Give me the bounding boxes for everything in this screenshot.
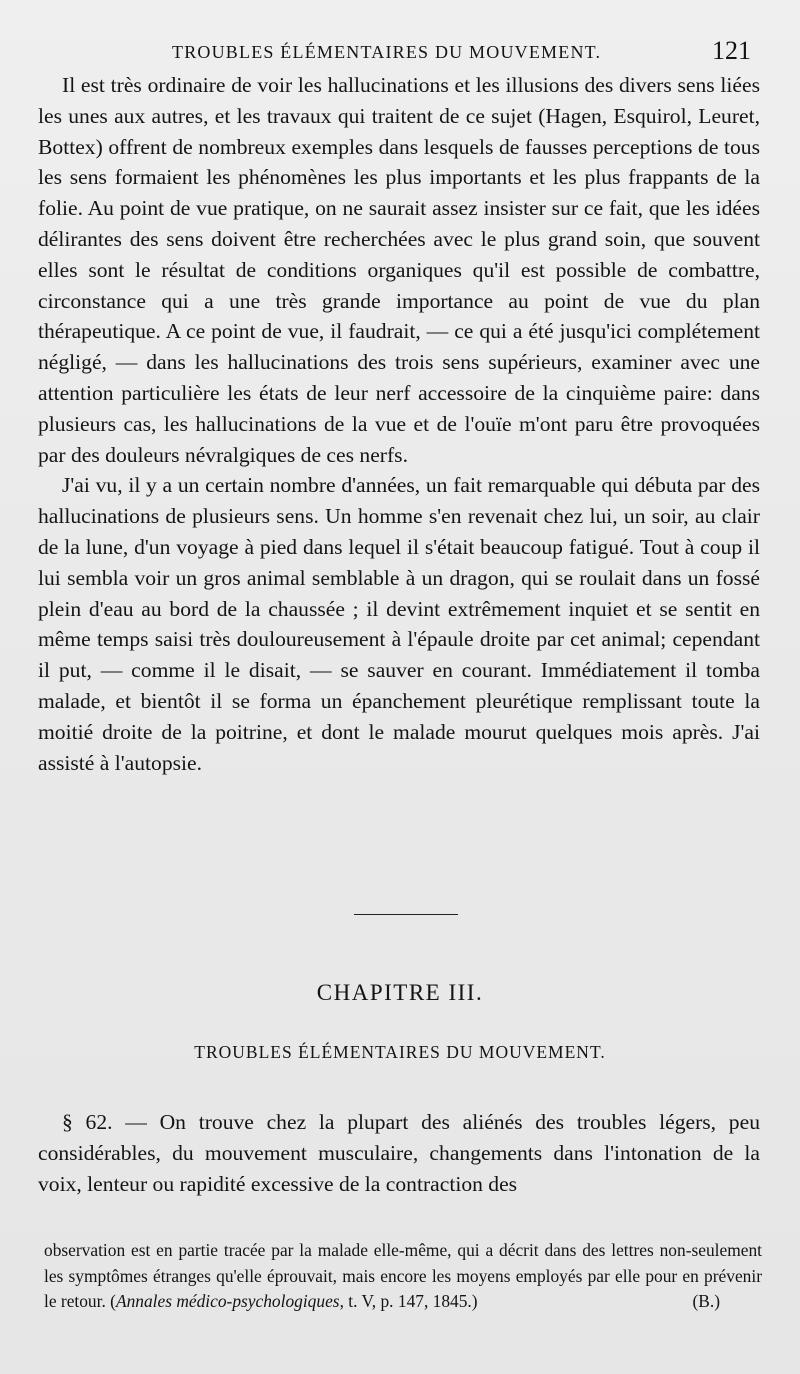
running-head: [0, 38, 800, 66]
paragraph-hallucinations: Il est très ordinaire de voir les hallucinations et les illusions des divers sens liées les unes aux autres, et les travaux qui traitent de ce sujet (Hagen, Esquirol, Leuret, Bottex) offrent de nombreux exemples dans lesquels de fausses perceptions de tous les sens formaient les phénomènes les plus importants et les plus frappants de la folie. Au point de vue pratique, on ne saurait assez insister sur ce fait, que les idées délirantes des sens doivent être recherchées avec le plus grand soin, que souvent elles sont le résultat de conditions organiques qu'il est possible de combattre, circonstance qui a une très grande importance au point de vue du plan thérapeutique. A ce point de vue, il faudrait, — ce qui a été jusqu'ici complétement négligé, — dans les hallucinations des trois sens supérieurs, examiner avec une attention particulière les états de leur nerf accessoire de la cinquième paire: dans plusieurs cas, les hallucinations de la vue et de l'ouïe m'ont paru être provoquées par des douleurs névralgiques de ces nerfs.: [38, 73, 760, 467]
section-text: [38, 1107, 760, 1200]
body-text: [38, 70, 760, 778]
paragraph-section-62: § 62. — On trouve chez la plupart des aliénés des troubles légers, peu considérables, du mouvement musculaire, changements dans l'intonation de la voix, lenteur ou rapidité excessive de la contraction des: [38, 1110, 760, 1196]
footnote: [44, 1238, 762, 1315]
footnote-paragraph: [44, 1238, 762, 1315]
paragraph-case-report: J'ai vu, il y a un certain nombre d'années, un fait remarquable qui débuta par des hallucinations de plusieurs sens. Un homme s'en revenait chez lui, un soir, au clair de la lune, d'un voyage à pied dans lequel il s'était beaucoup fatigué. Tout à coup il lui sembla voir un gros animal semblable à un dragon, qui se roulait dans un fossé plein d'eau au bord de la chaussée ; il devint extrêmement inquiet et se sentit en même temps saisi très douloureusement à l'épaule droite par cet animal; cependant il put, — comme il le disait, — se sauver en courant. Immédiatement il tomba malade, et bientôt il se forma un épanchement pleurétique remplissant toute la moitié droite de la poitrine, et dont le malade mourut quelques mois après. J'ai assisté à l'autopsie.: [38, 473, 760, 775]
footnote-citation: Annales médico-psychologiques: [115, 1291, 340, 1311]
chapter-subtitle: TROUBLES ÉLÉMENTAIRES DU MOUVEMENT.: [194, 1042, 606, 1062]
footnote-ref: (B.): [692, 1291, 720, 1311]
chapter-title: CHAPITRE III.: [316, 980, 484, 1005]
page-number: 121: [712, 36, 751, 65]
footnote-citation-tail: , t. V, p. 147, 1845.): [339, 1291, 478, 1311]
running-title: TROUBLES ÉLÉMENTAIRES DU MOUVEMENT.: [172, 42, 602, 62]
footnote-text: observation est en partie tracée par la malade elle-même, qui a décrit dans des lettres non-seulement les symptômes étranges qu'elle éprouvait, mais encore les moyens employés par elle pour en prévenir le retour. (: [44, 1240, 762, 1311]
section-divider: [354, 914, 458, 915]
